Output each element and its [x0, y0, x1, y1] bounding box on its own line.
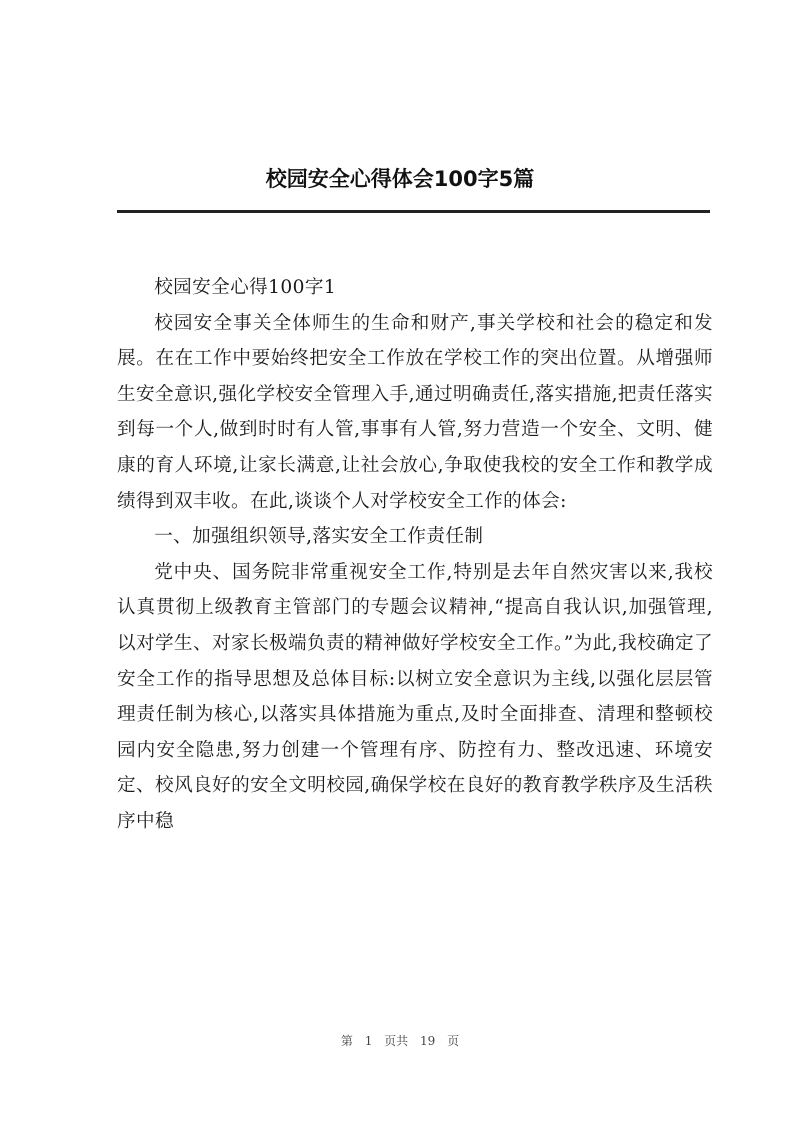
paragraph: 党中央、国务院非常重视安全工作,特别是去年自然灾害以来,我校认真贯彻上级教育主管部门的专题会议精神,“提高自我认识,加强管理,以对学生、对家长极端负责的精神做好学校安全工作。”为此,我校确定了安全工作的指导思想及总体目标:以树立安全意识为主线,以强化层层管理责任制为核心,以落实具体措施为重点,及时全面排查、清理和整顿校园内安全隐患,努力创建一个管理有序、防控有力、整改迅速、环境安定、校风良好的安全文明校园,确保学校在良好的教育教学秩序及生活秩序中稳 [117, 561, 713, 832]
paragraph: 校园安全事关全体师生的生命和财产,事关学校和社会的稳定和发展。在在工作中要始终把安全工作放在学校工作的突出位置。从增强师生安全意识,强化学校安全管理入手,通过明确责任,落实措施,把责任落实到每一个人,做到时时有人管,事事有人管,努力营造一个安全、文明、健康的育人环境,让家长满意,让社会放心,争取使我校的安全工作和教学成绩得到双丰收。在此,谈谈个人对学校安全工作的体会: [117, 312, 713, 512]
page-title: 校园安全心得体会100字5篇 [265, 167, 535, 191]
section-heading: 校园安全心得100字1 [154, 277, 337, 298]
page-number: 第 1 页共 19 页 [340, 1034, 460, 1048]
document-body [117, 270, 713, 840]
title-divider [117, 210, 710, 213]
subsection-heading: 一、加强组织领导,落实安全工作责任制 [154, 526, 484, 548]
